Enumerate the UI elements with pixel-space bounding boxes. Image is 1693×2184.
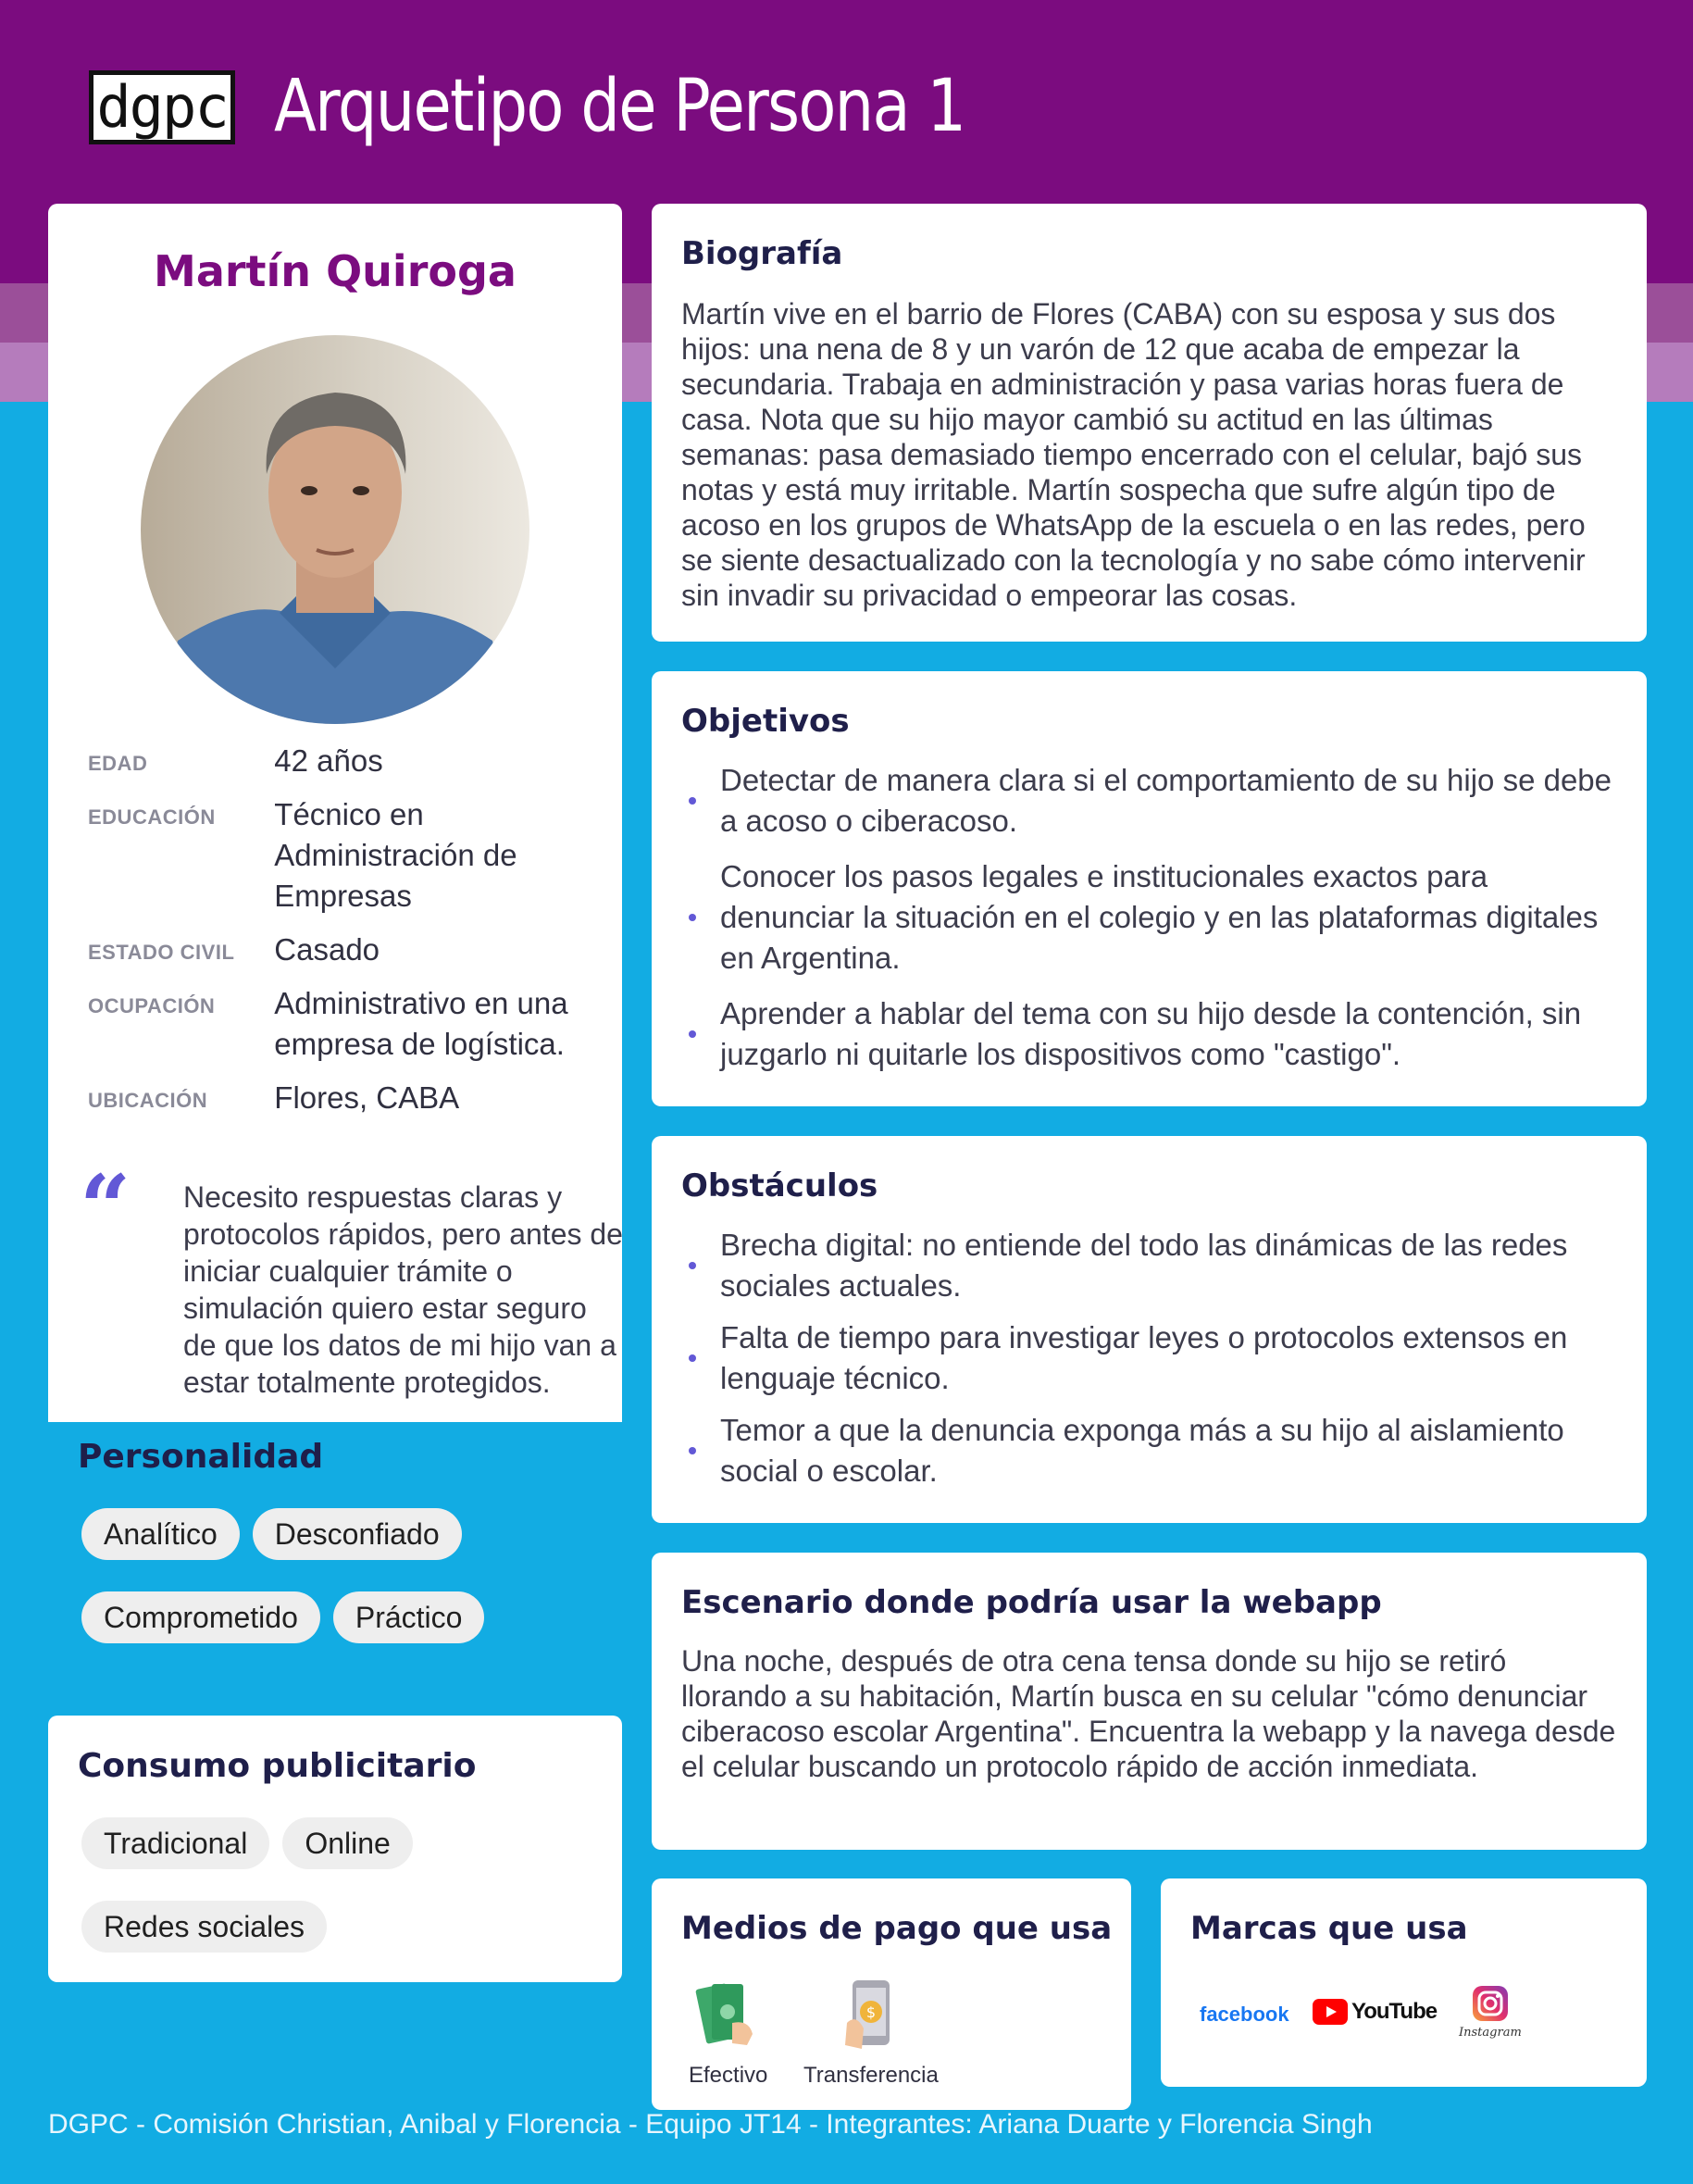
dgpc-logo [89,70,235,144]
quote-text: Necesito respuestas claras y protocolos rápidos, pero antes de iniciar cualquier trámite o simulación quiero estar seguro de que los datos de mi hijo van a estar totalmente protegidos. [183,1180,623,1399]
fact-label: EDUCACIÓN [88,805,216,829]
payment-label: Efectivo [689,2063,768,2088]
list-item: Conocer los pasos legales e institucionales exactos para denunciar la situación en el colegio y en las plataformas digitales en Argentina. [681,856,1616,979]
logo-text: dgpc [96,73,228,141]
escenario-title: Escenario donde podría usar la webapp [681,1584,1382,1621]
quote-icon: “ [80,1155,131,1260]
persona-photo [141,335,529,724]
persona-facts [88,741,606,1131]
objetivos-list [681,760,1616,1075]
consumo-chips [81,1817,618,1953]
fact-value: Flores, CABA [274,1080,460,1115]
trait-chip: Práctico [333,1591,485,1643]
fact-label: OCUPACIÓN [88,994,216,1017]
fact-value: Técnico en Administración de Empresas [274,797,517,913]
media-chip: Online [282,1817,413,1869]
persona-name: Martín Quiroga [154,246,517,296]
fact-educacion [88,794,606,917]
biografia-text: Martín vive en el barrio de Flores (CABA) con su esposa y sus dos hijos: una nena de 8 y un varón de 12 que acaba de empezar la secundaria. Trabaja en administración y pasa varias horas fuera de casa. Nota que su hijo mayor cambió su actitud en las últimas semanas: pasa demasiado tiempo encerrado con el celular, bajó sus notas y está muy irritable. Martín sospecha que sufre algún tipo de acoso en los grupos de WhatsApp de la escuela o en las redes, pero se siente desactualizado con la tecnología y no sabe cómo intervenir sin invadir su privacidad o empeorar las cosas. [681,297,1586,612]
fact-edad [88,741,606,781]
fact-label: ESTADO CIVIL [88,941,235,964]
profile-card [48,204,623,1634]
youtube-play-icon [1313,1999,1348,2025]
facebook-logo: facebook [1200,2003,1289,2026]
obstaculos-list [681,1225,1616,1491]
trait-chip: Comprometido [81,1591,320,1643]
fact-ocupacion [88,983,606,1065]
bullet-icon [689,1354,696,1362]
footer-credits: DGPC - Comisión Christian, Anibal y Florencia - Equipo JT14 - Integrantes: Ariana Duarte y Florencia Singh [48,2109,1373,2140]
page-title: Arquetipo de Persona 1 [274,65,965,148]
cash-icon [691,1977,766,2051]
instagram-logo: Instagram [1459,1986,1522,2040]
marcas-card [1161,1878,1647,2087]
trait-chip: Desconfiado [253,1508,462,1560]
personalidad-chips [81,1508,618,1643]
escenario-card [652,1553,1647,1850]
consumo-title: Consumo publicitario [78,1747,477,1785]
bullet-icon [689,914,696,921]
payment-label: Transferencia [803,2063,939,2088]
bullet-icon [689,797,696,805]
consumo-card [48,1716,622,1982]
fact-label: EDAD [88,752,148,775]
list-item: Aprender a hablar del tema con su hijo desde la contención, sin juzgarlo ni quitarle los dispositivos como "castigo". [681,993,1616,1075]
instagram-icon [1473,1986,1508,2021]
list-item: Temor a que la denuncia exponga más a su hijo al aislamiento social o escolar. [681,1410,1616,1491]
list-item: Brecha digital: no entiende del todo las dinámicas de las redes sociales actuales. [681,1225,1616,1306]
pagos-card [652,1878,1131,2110]
phone-transfer-icon [834,1977,908,2051]
biografia-title: Biografía [681,235,843,272]
pagos-title: Medios de pago que usa [681,1910,1113,1947]
fact-value: 42 años [274,743,383,778]
escenario-text: Una noche, después de otra cena tensa donde su hijo se retiró llorando a su habitación, Martín busca en su celular "cómo denunciar ciberacoso escolar Argentina". Encuentra la webapp y la navega desde el celular buscando un protocolo rápido de acción inmediata. [681,1644,1616,1783]
bullet-icon [689,1447,696,1454]
svg-text:$: $ [865,2003,877,2021]
fact-ubicacion [88,1078,606,1118]
trait-chip: Analítico [81,1508,240,1560]
biografia-card [652,204,1647,642]
objetivos-card [652,671,1647,1106]
media-chip: Redes sociales [81,1901,327,1953]
fact-estado-civil [88,930,606,970]
payment-transferencia [803,1977,939,2089]
youtube-logo: YouTube [1313,1999,1437,2025]
payment-efectivo [689,1977,767,2089]
bullet-icon [689,1030,696,1038]
list-item: Falta de tiempo para investigar leyes o protocolos extensos en lenguaje técnico. [681,1317,1616,1399]
personalidad-title: Personalidad [78,1438,324,1476]
fact-label: UBICACIÓN [88,1089,208,1112]
media-chip: Tradicional [81,1817,269,1869]
marcas-title: Marcas que usa [1190,1910,1468,1947]
fact-value: Casado [274,932,380,967]
fact-value: Administrativo en una empresa de logística. [274,986,568,1061]
list-item: Detectar de manera clara si el comportamiento de su hijo se debe a acoso o ciberacoso. [681,760,1616,842]
obstaculos-title: Obstáculos [681,1167,878,1204]
obstaculos-card [652,1136,1647,1523]
bullet-icon [689,1262,696,1269]
objetivos-title: Objetivos [681,703,850,740]
